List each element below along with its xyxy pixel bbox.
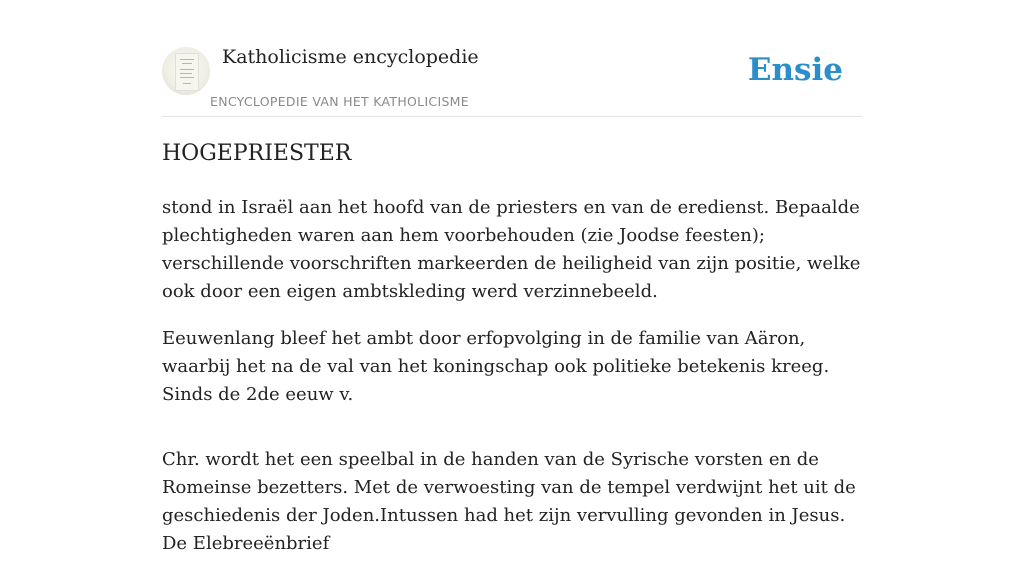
- site-subtitle: ENCYCLOPEDIE VAN HET KATHOLICISME: [210, 94, 469, 109]
- book-page-thumbnail: [175, 53, 199, 91]
- book-cover-icon[interactable]: [162, 47, 210, 95]
- article-paragraph: stond in Israël aan het hoofd van de priesters en van de eredienst. Bepaalde plechtigheden waren aan hem voorbehouden (zie Joodse feesten); verschillende voorschriften markeerden de heiligheid van zijn positie, welke ook door een eigen ambtskleding werd verzinnebeeld.: [162, 197, 861, 302]
- article-paragraph: Eeuwenlang bleef het ambt door erfopvolging in de familie van Aäron, waarbij het na de val van het koningschap ook politieke betekenis kreeg. Sinds de 2de eeuw v.: [162, 328, 830, 405]
- article: [162, 138, 864, 577]
- article-paragraph: Chr. wordt het een speelbal in de handen van de Syrische vorsten en de Romeinse bezetters. Met de verwoesting van de tempel verdwijnt het uit de geschiedenis der Joden.Intussen had het zijn vervulling gevonden in Jesus. De Elebreeënbrief: [162, 449, 856, 554]
- ensie-logo[interactable]: Ensie: [747, 52, 843, 88]
- site-title[interactable]: Katholicisme encyclopedie: [222, 46, 479, 68]
- article-title: HOGEPRIESTER: [162, 141, 352, 166]
- site-header: [162, 44, 862, 117]
